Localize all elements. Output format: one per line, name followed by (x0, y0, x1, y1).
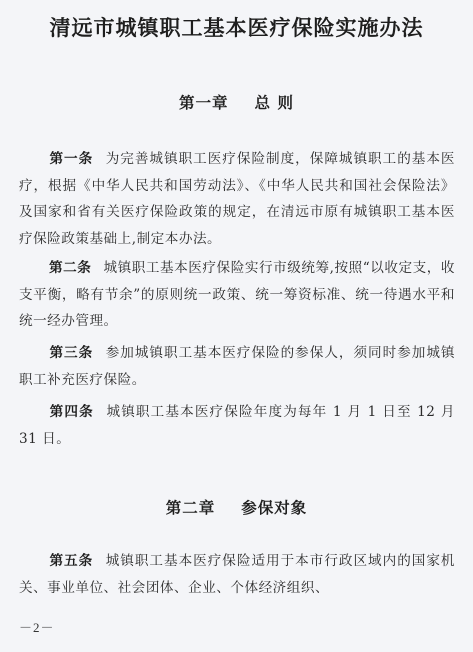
article-5 (19, 548, 455, 601)
article-label: 第四条 (49, 404, 94, 420)
article-text: 城镇职工基本医疗保险年度为每年 1 月 1 日至 12 月 31 日。 (19, 404, 455, 447)
article-3 (19, 340, 455, 393)
chapter-number: 第一章 (179, 93, 229, 112)
chapter-heading-1 (0, 91, 473, 113)
article-4 (19, 399, 455, 452)
chapter-number: 第二章 (165, 498, 216, 517)
chapter-title: 参保对象 (241, 498, 308, 517)
page-number: －2－ (19, 620, 55, 635)
article-label: 第五条 (49, 553, 94, 569)
article-text: 为完善城镇职工医疗保险制度，保障城镇职工的基本医疗，根据《中华人民共和国劳动法》、《中华人民共和国社会保险法》及国家和省有关医疗保险政策的规定，在清远市原有城镇职工基本医疗保险政策基础上,制定本办法。 (19, 151, 456, 247)
article-label: 第三条 (49, 345, 94, 361)
document-title: 清远市城镇职工基本医疗保险实施办法 (49, 15, 424, 40)
article-2 (19, 255, 455, 335)
article-1 (19, 146, 455, 252)
article-label: 第二条 (49, 260, 92, 276)
chapter-title: 总 则 (254, 93, 294, 112)
chapter-heading-2 (0, 496, 473, 518)
article-text: 城镇职工基本医疗保险实行市级统筹,按照“以收定支，收支平衡，略有节余”的原则统一政策、统一筹资标准、统一待遇水平和统一经办管理。 (19, 260, 456, 329)
article-label: 第一条 (49, 151, 94, 167)
article-text: 城镇职工基本医疗保险适用于本市行政区域内的国家机关、事业单位、社会团体、企业、个体经济组织、 (19, 553, 456, 596)
article-text: 参加城镇职工基本医疗保险的参保人，须同时参加城镇职工补充医疗保险。 (19, 345, 456, 388)
